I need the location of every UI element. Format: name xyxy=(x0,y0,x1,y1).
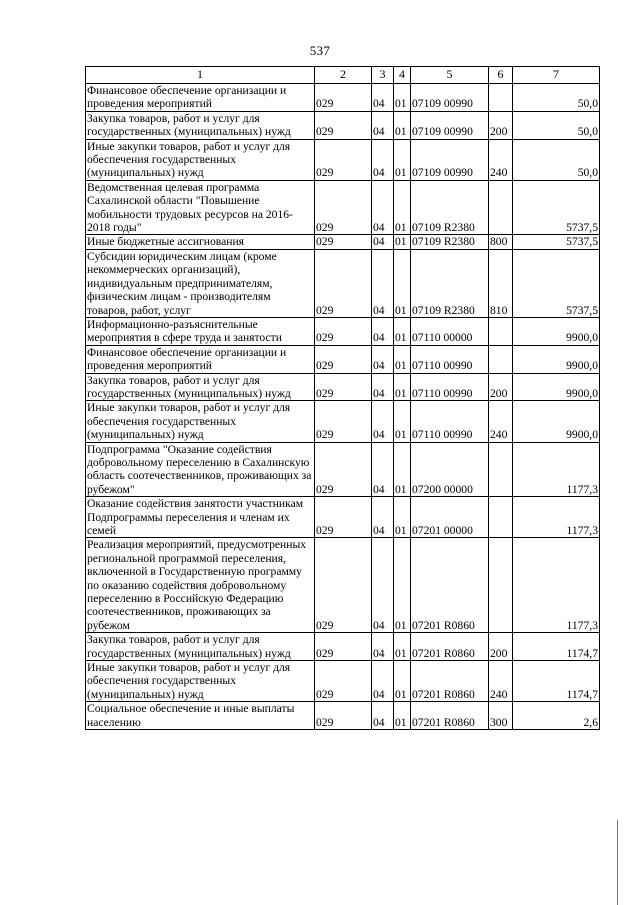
row-amount-cell: 2,6 xyxy=(513,702,600,730)
row-grbs-cell: 029 xyxy=(315,401,372,442)
table-row xyxy=(86,235,600,249)
row-subsection-cell: 01 xyxy=(394,702,411,730)
row-subsection-cell: 01 xyxy=(394,111,411,139)
row-section-cell: 04 xyxy=(372,317,394,345)
row-amount-cell: 50,0 xyxy=(513,139,600,180)
row-name-cell: Иные закупки товаров, работ и услуг для обеспечения государственных (муниципальных) нужд xyxy=(86,661,315,702)
header-cell-target-article: 5 xyxy=(411,67,489,84)
row-expense-type-cell xyxy=(489,317,513,345)
row-expense-type-cell xyxy=(489,180,513,235)
header-cell-name: 1 xyxy=(86,67,315,84)
page-number: 537 xyxy=(309,43,331,58)
row-amount-cell: 9900,0 xyxy=(513,345,600,373)
row-expense-type-cell xyxy=(489,497,513,538)
row-expense-type-cell: 810 xyxy=(489,249,513,317)
row-target-article-cell: 07109 00990 xyxy=(411,111,489,139)
row-name-cell: Подпрограмма "Оказание содействия добровольному переселению в Сахалинскую область соотечественников, проживающих за рубежом" xyxy=(86,442,315,497)
row-target-article-cell: 07110 00000 xyxy=(411,317,489,345)
table-row xyxy=(86,139,600,180)
row-subsection-cell: 01 xyxy=(394,317,411,345)
row-amount-cell: 9900,0 xyxy=(513,317,600,345)
row-target-article-cell: 07109 00990 xyxy=(411,84,489,112)
row-section-cell: 04 xyxy=(372,249,394,317)
row-section-cell: 04 xyxy=(372,180,394,235)
row-amount-cell: 1174,7 xyxy=(513,661,600,702)
row-target-article-cell: 07109 R2380 xyxy=(411,235,489,249)
row-amount-cell: 9900,0 xyxy=(513,373,600,401)
table-row xyxy=(86,249,600,317)
row-subsection-cell: 01 xyxy=(394,84,411,112)
table-row xyxy=(86,633,600,661)
header-cell-amount: 7 xyxy=(513,67,600,84)
row-section-cell: 04 xyxy=(372,442,394,497)
table-row xyxy=(86,497,600,538)
row-subsection-cell: 01 xyxy=(394,401,411,442)
row-section-cell: 04 xyxy=(372,139,394,180)
row-expense-type-cell: 240 xyxy=(489,401,513,442)
row-target-article-cell: 07200 00000 xyxy=(411,442,489,497)
scan-artifact-line xyxy=(617,820,618,905)
row-target-article-cell: 07109 R2380 xyxy=(411,180,489,235)
row-section-cell: 04 xyxy=(372,235,394,249)
row-expense-type-cell: 240 xyxy=(489,139,513,180)
row-grbs-cell: 029 xyxy=(315,180,372,235)
row-grbs-cell: 029 xyxy=(315,633,372,661)
row-grbs-cell: 029 xyxy=(315,442,372,497)
row-name-cell: Иные закупки товаров, работ и услуг для обеспечения государственных (муниципальных) нужд xyxy=(86,139,315,180)
table-row xyxy=(86,84,600,112)
row-section-cell: 04 xyxy=(372,111,394,139)
row-target-article-cell: 07201 00000 xyxy=(411,497,489,538)
table-row xyxy=(86,111,600,139)
row-section-cell: 04 xyxy=(372,497,394,538)
row-amount-cell: 1174,7 xyxy=(513,633,600,661)
row-target-article-cell: 07201 R0860 xyxy=(411,702,489,730)
row-expense-type-cell: 200 xyxy=(489,373,513,401)
row-grbs-cell: 029 xyxy=(315,661,372,702)
row-expense-type-cell xyxy=(489,442,513,497)
row-name-cell: Субсидии юридическим лицам (кроме некоммерческих организаций), индивидуальным предпринимателям, физическим лицам - производителям товаров, работ, услуг xyxy=(86,249,315,317)
row-subsection-cell: 01 xyxy=(394,373,411,401)
row-amount-cell: 50,0 xyxy=(513,111,600,139)
row-grbs-cell: 029 xyxy=(315,84,372,112)
row-section-cell: 04 xyxy=(372,373,394,401)
row-amount-cell: 1177,3 xyxy=(513,442,600,497)
header-cell-section: 3 xyxy=(372,67,394,84)
table-row xyxy=(86,538,600,633)
row-expense-type-cell: 240 xyxy=(489,661,513,702)
row-name-cell: Закупка товаров, работ и услуг для государственных (муниципальных) нужд xyxy=(86,111,315,139)
table-row xyxy=(86,702,600,730)
row-subsection-cell: 01 xyxy=(394,661,411,702)
row-grbs-cell: 029 xyxy=(315,139,372,180)
row-expense-type-cell xyxy=(489,538,513,633)
row-target-article-cell: 07109 R2380 xyxy=(411,249,489,317)
row-grbs-cell: 029 xyxy=(315,702,372,730)
row-subsection-cell: 01 xyxy=(394,497,411,538)
row-amount-cell: 9900,0 xyxy=(513,401,600,442)
header-cell-subsection: 4 xyxy=(394,67,411,84)
row-section-cell: 04 xyxy=(372,538,394,633)
row-amount-cell: 5737,5 xyxy=(513,180,600,235)
row-name-cell: Ведомственная целевая программа Сахалинской области "Повышение мобильности трудовых ресурсов на 2016-2018 годы" xyxy=(86,180,315,235)
table-row xyxy=(86,401,600,442)
row-grbs-cell: 029 xyxy=(315,538,372,633)
row-target-article-cell: 07110 00990 xyxy=(411,373,489,401)
header-cell-grbs: 2 xyxy=(315,67,372,84)
table-row xyxy=(86,345,600,373)
row-expense-type-cell: 200 xyxy=(489,111,513,139)
budget-table xyxy=(85,66,600,730)
table-row xyxy=(86,442,600,497)
row-grbs-cell: 029 xyxy=(315,249,372,317)
row-expense-type-cell xyxy=(489,345,513,373)
row-grbs-cell: 029 xyxy=(315,345,372,373)
row-section-cell: 04 xyxy=(372,345,394,373)
row-amount-cell: 5737,5 xyxy=(513,249,600,317)
row-target-article-cell: 07201 R0860 xyxy=(411,538,489,633)
row-section-cell: 04 xyxy=(372,702,394,730)
row-name-cell: Финансовое обеспечение организации и проведения мероприятий xyxy=(86,345,315,373)
header-cell-expense-type: 6 xyxy=(489,67,513,84)
row-target-article-cell: 07110 00990 xyxy=(411,345,489,373)
row-expense-type-cell: 200 xyxy=(489,633,513,661)
row-grbs-cell: 029 xyxy=(315,235,372,249)
row-name-cell: Информационно-разъяснительные мероприятия в сфере труда и занятости xyxy=(86,317,315,345)
row-target-article-cell: 07110 00990 xyxy=(411,401,489,442)
row-name-cell: Оказание содействия занятости участникам Подпрограммы переселения и членам их семей xyxy=(86,497,315,538)
row-target-article-cell: 07201 R0860 xyxy=(411,661,489,702)
row-section-cell: 04 xyxy=(372,661,394,702)
row-section-cell: 04 xyxy=(372,633,394,661)
row-name-cell: Иные бюджетные ассигнования xyxy=(86,235,315,249)
row-amount-cell: 50,0 xyxy=(513,84,600,112)
row-subsection-cell: 01 xyxy=(394,235,411,249)
row-subsection-cell: 01 xyxy=(394,180,411,235)
row-name-cell: Социальное обеспечение и иные выплаты населению xyxy=(86,702,315,730)
row-grbs-cell: 029 xyxy=(315,373,372,401)
row-section-cell: 04 xyxy=(372,84,394,112)
row-subsection-cell: 01 xyxy=(394,345,411,373)
table-header-row xyxy=(86,67,600,84)
row-name-cell: Реализация мероприятий, предусмотренных региональной программой переселения, включенной в Государственную программу по оказанию содействия добровольному переселению в Российскую Федерацию соотечественников, проживающих за рубежом xyxy=(86,538,315,633)
row-expense-type-cell xyxy=(489,84,513,112)
row-subsection-cell: 01 xyxy=(394,139,411,180)
table-row xyxy=(86,317,600,345)
row-subsection-cell: 01 xyxy=(394,633,411,661)
row-name-cell: Финансовое обеспечение организации и проведения мероприятий xyxy=(86,84,315,112)
row-name-cell: Закупка товаров, работ и услуг для государственных (муниципальных) нужд xyxy=(86,633,315,661)
row-expense-type-cell: 800 xyxy=(489,235,513,249)
row-grbs-cell: 029 xyxy=(315,111,372,139)
row-amount-cell: 1177,3 xyxy=(513,497,600,538)
row-name-cell: Иные закупки товаров, работ и услуг для обеспечения государственных (муниципальных) нужд xyxy=(86,401,315,442)
row-section-cell: 04 xyxy=(372,401,394,442)
row-amount-cell: 1177,3 xyxy=(513,538,600,633)
table-row xyxy=(86,661,600,702)
row-grbs-cell: 029 xyxy=(315,497,372,538)
table-row xyxy=(86,180,600,235)
row-target-article-cell: 07201 R0860 xyxy=(411,633,489,661)
row-subsection-cell: 01 xyxy=(394,442,411,497)
table-row xyxy=(86,373,600,401)
row-target-article-cell: 07109 00990 xyxy=(411,139,489,180)
row-amount-cell: 5737,5 xyxy=(513,235,600,249)
row-subsection-cell: 01 xyxy=(394,249,411,317)
row-expense-type-cell: 300 xyxy=(489,702,513,730)
row-subsection-cell: 01 xyxy=(394,538,411,633)
row-grbs-cell: 029 xyxy=(315,317,372,345)
row-name-cell: Закупка товаров, работ и услуг для государственных (муниципальных) нужд xyxy=(86,373,315,401)
